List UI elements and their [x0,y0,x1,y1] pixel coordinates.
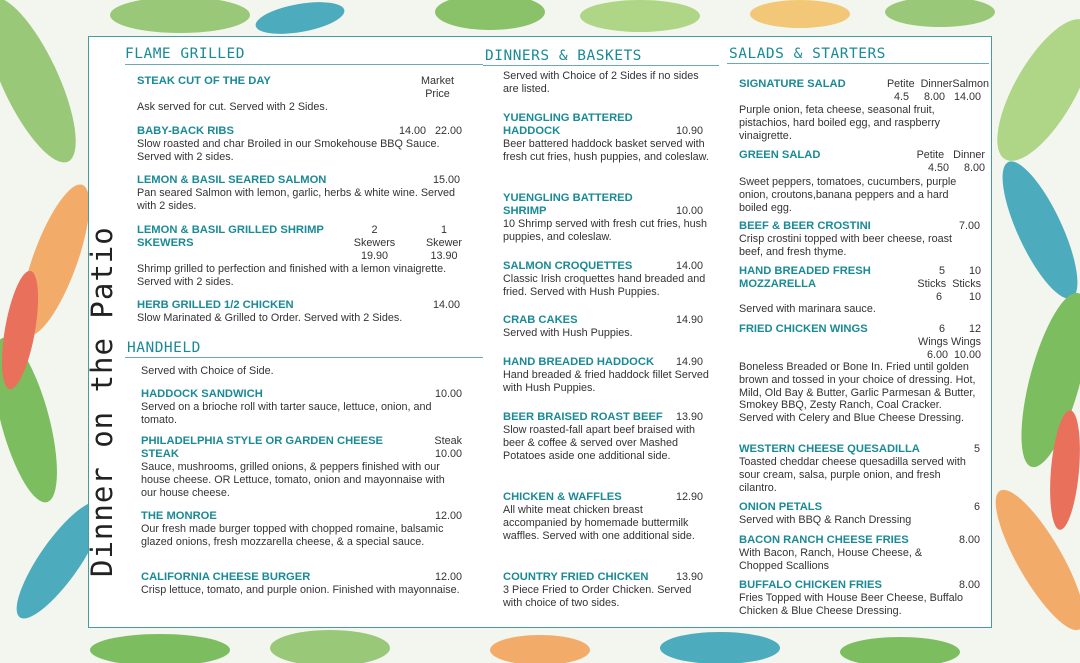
item-name: LEMON & BASIL GRILLED SHRIMP SKEWERS [137,224,324,249]
item-desc: 10 Shrimp served with fresh cut fries, hush puppies, and coleslaw. [503,218,708,243]
item-price: Petite DinnerSalmon [886,78,989,90]
item-price: 7.00 [958,220,980,232]
item-price: 2 Skewers 19.90 [353,224,396,262]
item-price: 6 [973,501,980,513]
item-name: WESTERN CHEESE QUESADILLA [739,443,920,455]
item-desc: Boneless Breaded or Bone In. Fried until golden brown and tossed in your choice of dressing. Hot, Mild, Old Bay & Butter, Garlic Parmesan & Butter, Smokey BBQ, Zesty Ranch, Coal Cracker. Served with Celery and Blue Cheese Dressing. [739,361,976,425]
section-intro: Served with Choice of Side. [141,365,274,377]
item-name: HERB GRILLED 1/2 CHICKEN [137,299,294,311]
item-desc: With Bacon, Ranch, House Cheese, & Chopped Scallions [739,547,923,572]
item-name: ONION PETALS [739,501,823,513]
item-name: SIGNATURE SALAD [739,78,846,90]
item-price: 5 10 Sticks Sticks 6 10 [917,265,981,303]
item-price: Steak 10.00 [434,435,462,460]
item-desc: Served on a brioche roll with tarter sauce, lettuce, onion, and tomato. [141,401,432,426]
item-price: 5 [973,443,980,455]
item-price: 14.90 [675,356,703,368]
item-desc: Sweet peppers, tomatoes, cucumbers, purple onion, croutons,banana peppers and a hard boiled egg. [739,176,957,214]
item-price: 12.00 [434,571,462,583]
item-desc: Slow roasted-fall apart beef braised with beer & coffee & served over Mashed Potatoes aside one additional side. [503,424,696,462]
item-desc: Pan seared Salmon with lemon, garlic, herbs & white wine. Served with 2 sides. [137,187,456,212]
item-name: BUFFALO CHICKEN FRIES [739,579,882,591]
item-price: 10.00 [434,388,462,400]
item-price: 13.90 [675,411,703,423]
menu-panel [85,36,992,628]
item-name: YUENGLING BATTERED SHRIMP [503,192,633,217]
item-desc: Crisp lettuce, tomato, and purple onion. Finished with mayonnaise. [141,584,460,596]
item-price: 6 12 Wings Wings 6.00 10.00 [918,323,981,361]
item-name: YUENGLING BATTERED HADDOCK [503,112,633,137]
item-name: HADDOCK SANDWICH [141,388,263,400]
item-desc: Sauce, mushrooms, grilled onions, & peppers finished with our house cheese. OR Lettuce, tomato, onion and mayonnaise with our house cheese. [141,461,445,499]
item-name: GREEN SALAD [739,149,821,161]
item-name: COUNTRY FRIED CHICKEN [503,571,649,583]
divider [125,64,483,65]
item-price: 12.00 [434,510,462,522]
item-name: BACON RANCH CHEESE FRIES [739,534,909,546]
item-name: STEAK CUT OF THE DAY [137,75,271,87]
item-price: 10.00 [675,205,703,217]
item-desc: Served with BBQ & Ranch Dressing [739,514,912,526]
item-desc: Fries Topped with House Beer Cheese, Buffalo Chicken & Blue Cheese Dressing. [739,592,964,617]
item-price: 13.90 [675,571,703,583]
section-title-handheld: HANDHELD [127,340,201,356]
divider [125,357,483,358]
item-price: 12.90 [675,491,703,503]
item-desc: Served with marinara sauce. [739,303,876,315]
item-price: Petite Dinner 4.50 8.00 [916,149,985,174]
item-price: 14.00 22.00 [398,125,462,137]
item-name: FRIED CHICKEN WINGS [739,323,868,335]
item-desc: Toasted cheddar cheese quesadilla served with sour cream, salsa, purple onion, and fresh cilantro. [739,456,966,494]
item-name: LEMON & BASIL SEARED SALMON [137,174,327,186]
item-desc: Slow Marinated & Grilled to Order. Served with 2 Sides. [137,312,403,324]
divider [483,65,719,66]
item-desc: Classic Irish croquettes hand breaded and fried. Served with Hush Puppies. [503,273,706,298]
item-name: CALIFORNIA CHEESE BURGER [141,571,311,583]
item-desc: Hand breaded & fried haddock fillet Served with Hush Puppies. [503,369,709,394]
item-desc: Shrimp grilled to perfection and finished with a lemon vinaigrette. Served with 2 sides. [137,263,447,288]
item-name: BABY-BACK RIBS [137,125,234,137]
item-price: 15.00 [432,174,460,186]
divider [727,63,989,64]
item-price: 4.5 8.00 14.00 [893,91,981,103]
item-desc: Beer battered haddock basket served with fresh cut fries, hush puppies, and coleslaw. [503,138,709,163]
item-desc: Slow roasted and char Broiled in our Smokehouse BBQ Sauce. Served with 2 sides. [137,138,440,163]
section-title-dinners: DINNERS & BASKETS [485,48,642,64]
item-desc: All white meat chicken breast accompanied by homemade buttermilk waffles. Served with one additional side. [503,504,695,542]
item-price: Market Price [421,75,454,100]
item-desc: 3 Piece Fried to Order Chicken. Served with choice of two sides. [503,584,692,609]
item-name: BEER BRAISED ROAST BEEF [503,411,663,423]
item-desc: Ask served for cut. Served with 2 Sides. [137,101,328,113]
item-price: 10.90 [675,125,703,137]
item-name: THE MONROE [141,510,217,522]
item-price: 8.00 [958,534,980,546]
item-name: HAND BREADED HADDOCK [503,356,655,368]
section-intro: Served with Choice of 2 Sides if no sides are listed. [503,70,699,95]
item-desc: Served with Hush Puppies. [503,327,633,339]
item-desc: Crisp crostini topped with beer cheese, roast beef, and fresh thyme. [739,233,953,258]
item-name: CRAB CAKES [503,314,578,326]
item-desc: Our fresh made burger topped with chopped romaine, balsamic glazed onions, fresh mozzarella cheese, & a special sauce. [141,523,444,548]
section-title-salads: SALADS & STARTERS [729,46,886,62]
item-price: 14.00 [675,260,703,272]
section-title-flame-grilled: FLAME GRILLED [125,46,245,62]
item-name: HAND BREADED FRESH MOZZARELLA [739,265,871,290]
item-name: SALMON CROQUETTES [503,260,633,272]
page-title: Dinner on the Patio [85,226,119,577]
item-name: CHICKEN & WAFFLES [503,491,622,503]
item-price: 8.00 [958,579,980,591]
item-price: 14.90 [675,314,703,326]
item-desc: Purple onion, feta cheese, seasonal fruit, pistachios, hard boiled egg, and raspberry vinaigrette. [739,104,941,142]
item-name: PHILADELPHIA STYLE OR GARDEN CHEESE STEAK [141,435,384,460]
item-price: 14.00 [432,299,460,311]
item-price: 1 Skewer 13.90 [425,224,462,262]
item-name: BEEF & BEER CROSTINI [739,220,871,232]
